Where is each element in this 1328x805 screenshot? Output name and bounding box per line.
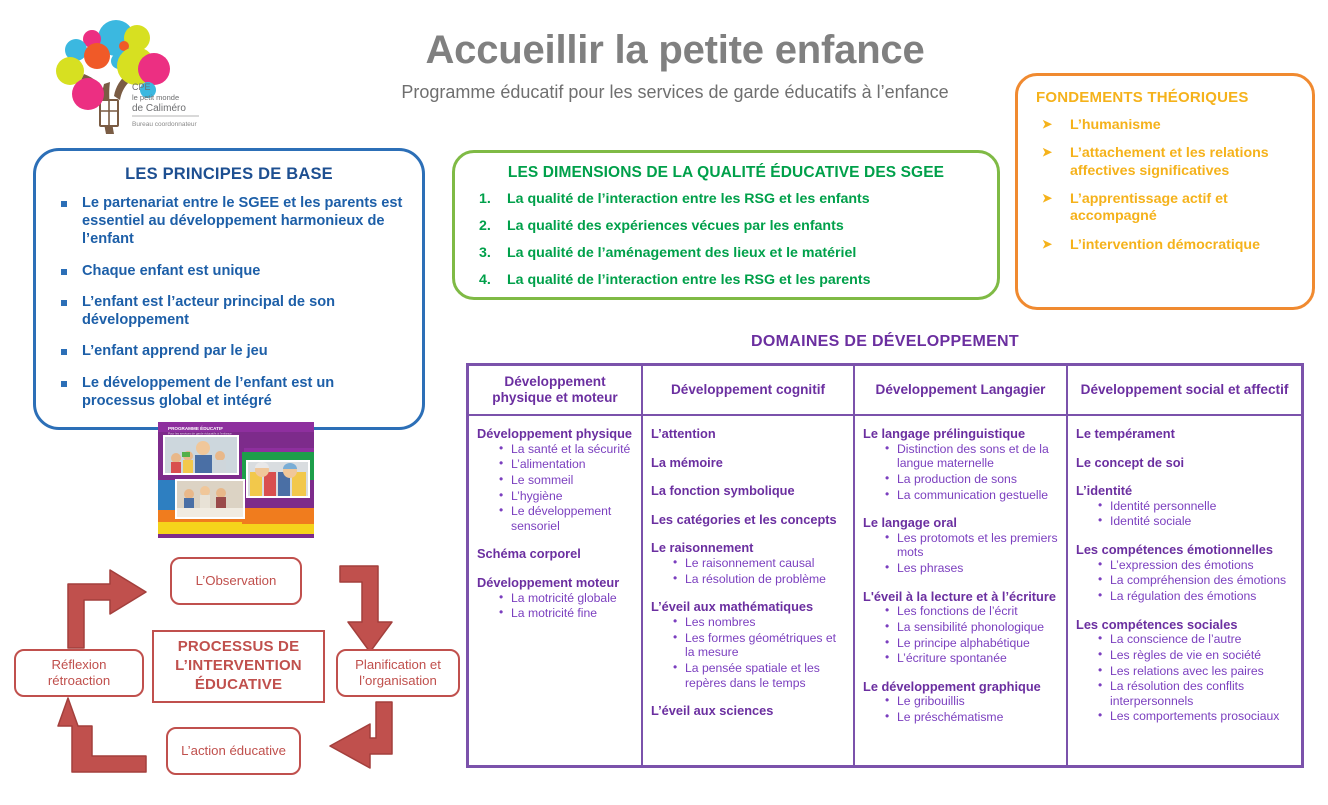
list-item: La qualité de l’aménagement des lieux et le matériel (507, 245, 857, 262)
group-title: Schéma corporel (477, 546, 581, 562)
group-list (651, 615, 847, 690)
column-body (643, 416, 853, 730)
cycle-step-planification[interactable]: Planification et l’organisation (336, 649, 460, 697)
group (477, 426, 635, 533)
list-item: Le partenariat entre le SGEE et les parents est essentiel au développement harmonieux de l’enfant (58, 194, 404, 249)
logo-line4: Bureau coordonnateur (132, 121, 197, 128)
group-title: Les catégories et les concepts (651, 511, 837, 527)
arrow-planification-to-action (330, 702, 392, 768)
group (477, 546, 635, 562)
list-item: • La production de sons (885, 472, 1060, 487)
foundations-list (1018, 117, 1312, 254)
cycle-step-action[interactable]: L’action éducative (166, 727, 301, 775)
list-item: ➤ L’intervention démocratique (1042, 237, 1298, 254)
list-item: • La pensée spatiale et les repères dans le temps (673, 661, 847, 690)
dimensions-list (455, 191, 997, 289)
column-body (1068, 416, 1301, 735)
group (1076, 426, 1295, 442)
list-item: • La régulation des émotions (1098, 589, 1295, 604)
cpe-logo (44, 16, 204, 134)
group (651, 426, 847, 442)
principles-panel (33, 148, 425, 430)
list-item: • Le raisonnement causal (673, 556, 847, 571)
group-list (863, 531, 1060, 576)
list-item: Le développement de l’enfant est un processus global et intégré (58, 374, 404, 410)
group-title: Le développement graphique (863, 678, 1041, 694)
group-list (1076, 632, 1295, 724)
group-title: Développement moteur (477, 575, 620, 591)
book-cover-image (158, 422, 314, 538)
list-item: Chaque enfant est unique (58, 262, 404, 280)
group (477, 575, 635, 621)
principles-title: LES PRINCIPES DE BASE (125, 165, 333, 183)
group (651, 512, 847, 528)
list-item: • Les fonctions de l’écrit (885, 604, 1060, 619)
dimensions-panel (452, 150, 1000, 300)
list-item: • La motricité fine (499, 606, 635, 621)
group-title: L'éveil à la lecture et à l’écriture (863, 588, 1056, 604)
cycle-center-label: PROCESSUS DE L’INTERVENTION ÉDUCATIVE (152, 630, 325, 703)
list-item: • La compréhension des émotions (1098, 573, 1295, 588)
group-list (1076, 558, 1295, 604)
book-caption-1: PROGRAMME ÉDUCATIF (168, 426, 224, 431)
list-item: • Identité sociale (1098, 514, 1295, 529)
list-item: • L’hygiène (499, 489, 635, 504)
domains-column-langagier (855, 366, 1068, 765)
group (651, 483, 847, 499)
list-item: ➤ L’apprentissage actif et accompagné (1042, 191, 1298, 226)
arrow-action-to-reflexion (58, 698, 146, 772)
group-title: Le langage oral (863, 515, 957, 531)
list-item: ➤ L’humanisme (1042, 117, 1298, 134)
list-item: • L’écriture spontanée (885, 651, 1060, 666)
book-caption-2: Pour les services de garde éducatifs à l’enfance (168, 431, 232, 436)
list-item: • Les règles de vie en société (1098, 648, 1295, 663)
logo-line2: le petit monde (132, 93, 180, 102)
list-item: • La santé et la sécurité (499, 442, 635, 457)
group-title: L’éveil aux sciences (651, 703, 774, 719)
page-subtitle: Programme éducatif pour les services de garde éducatifs à l’enfance (401, 82, 949, 102)
group-list (863, 442, 1060, 503)
list-item: • Les phrases (885, 561, 1060, 576)
arrow-reflexion-to-observation (68, 570, 146, 648)
list-item: • La communication gestuelle (885, 488, 1060, 503)
list-item: • La résolution de problème (673, 572, 847, 587)
group (1076, 542, 1295, 604)
list-item: • L’alimentation (499, 457, 635, 472)
intervention-cycle-diagram (0, 548, 460, 798)
list-item: • Les formes géométriques et la mesure (673, 631, 847, 660)
group (651, 455, 847, 471)
list-item: • Le gribouillis (885, 694, 1060, 709)
domains-column-social (1068, 366, 1301, 765)
list-item: • Le préschématisme (885, 710, 1060, 725)
group-title: Les compétences sociales (1076, 616, 1238, 632)
foundations-title: FONDEMENTS THÉORIQUES (1036, 89, 1249, 106)
arrow-observation-to-planification (340, 566, 392, 652)
list-item: • Distinction des sons et de la langue maternelle (885, 442, 1060, 471)
list-item: • La résolution des conflits interpersonnels (1098, 679, 1295, 708)
domains-title: DOMAINES DE DÉVELOPPEMENT (751, 333, 1019, 350)
group-title: La mémoire (651, 454, 723, 470)
column-body (855, 416, 1066, 736)
group-title: Le raisonnement (651, 540, 754, 556)
group-title: Les compétences émotionnelles (1076, 542, 1273, 558)
list-item: • Les protomots et les premiers mots (885, 531, 1060, 560)
group-title: La fonction symbolique (651, 483, 795, 499)
group-title: L’identité (1076, 483, 1133, 499)
list-item: • Les comportements prosociaux (1098, 709, 1295, 724)
foundations-panel (1015, 73, 1315, 310)
group-title: Le concept de soi (1076, 454, 1185, 470)
list-item: La qualité de l’interaction entre les RSG et les enfants (507, 191, 870, 207)
page-title: Accueillir la petite enfance (425, 28, 925, 72)
list-item: • Le développement sensoriel (499, 504, 635, 533)
list-item: • Les nombres (673, 615, 847, 630)
group (1076, 483, 1295, 529)
list-item: • La motricité globale (499, 591, 635, 606)
list-item: L’enfant est l’acteur principal de son développement (58, 293, 404, 329)
list-item: La qualité de l’interaction entre les RSG et les parents (507, 272, 871, 289)
domains-column-physique (469, 366, 643, 765)
column-header: Développement Langagier (855, 366, 1066, 416)
group-list (651, 556, 847, 586)
column-body (469, 416, 641, 632)
list-item: • Le sommeil (499, 473, 635, 488)
list-item: L’enfant apprend par le jeu (58, 342, 404, 360)
group-list (477, 591, 635, 621)
list-item: • L’expression des émotions (1098, 558, 1295, 573)
group (1076, 455, 1295, 471)
group-list (1076, 499, 1295, 529)
group-title: Développement physique (477, 426, 633, 441)
group (863, 589, 1060, 666)
list-item: • Identité personnelle (1098, 499, 1295, 514)
dimensions-title: LES DIMENSIONS DE LA QUALITÉ ÉDUCATIVE DES SGEE (507, 164, 945, 181)
cycle-step-reflexion[interactable]: Réflexion rétroaction (14, 649, 144, 697)
list-item: • La conscience de l’autre (1098, 632, 1295, 647)
list-item: • Le principe alphabétique (885, 636, 1060, 651)
list-item: • La sensibilité phonologique (885, 620, 1060, 635)
domains-column-cognitif (643, 366, 855, 765)
list-item: • Les relations avec les paires (1098, 664, 1295, 679)
group (863, 679, 1060, 725)
group (651, 599, 847, 690)
group-list (863, 604, 1060, 666)
list-item: La qualité des expériences vécues par les enfants (507, 218, 844, 235)
group (863, 515, 1060, 576)
domains-table (466, 363, 1304, 768)
group-title: L’attention (651, 426, 716, 441)
list-item: ➤ L’attachement et les relations affectives significatives (1042, 145, 1298, 180)
group-list (863, 694, 1060, 724)
group-title: Le tempérament (1076, 426, 1175, 441)
logo-line1: CPE (132, 82, 151, 92)
column-header: Développement cognitif (643, 366, 853, 416)
column-header: Développement social et affectif (1068, 366, 1301, 416)
group-title: Le langage prélinguistique (863, 426, 1026, 441)
group (651, 540, 847, 586)
column-header: Développement physique et moteur (469, 366, 641, 416)
cycle-step-observation[interactable]: L’Observation (170, 557, 302, 605)
logo-line3: de Caliméro (132, 103, 186, 114)
group-list (477, 442, 635, 534)
group (1076, 617, 1295, 724)
group (651, 703, 847, 719)
group (863, 426, 1060, 502)
group-title: L’éveil aux mathématiques (651, 599, 814, 615)
header (330, 28, 1020, 104)
principles-list (36, 194, 422, 410)
